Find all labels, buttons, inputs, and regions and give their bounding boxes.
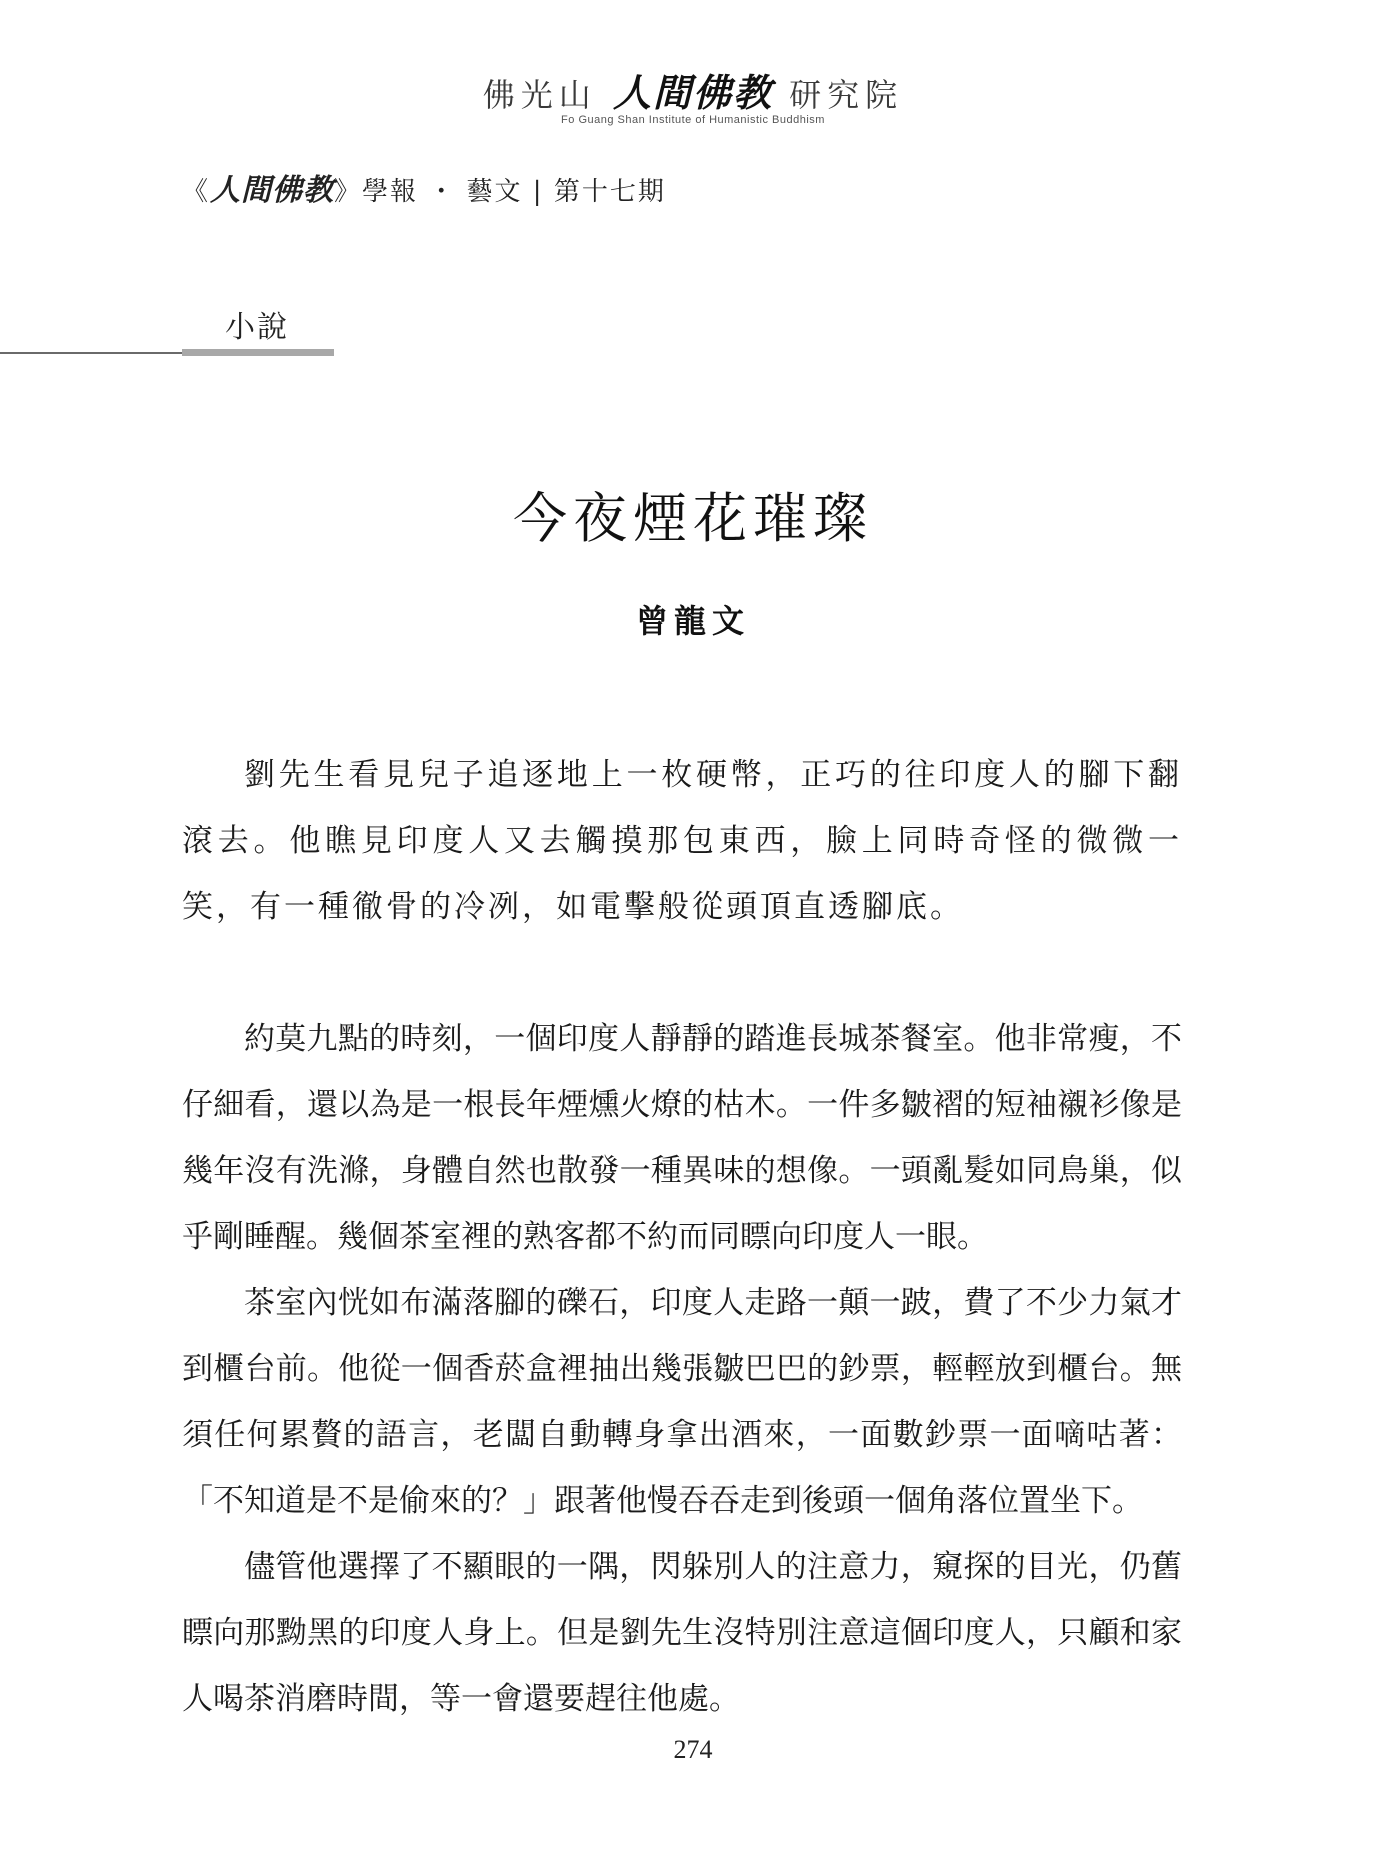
journal-logo-text: 人間佛教 [210,173,335,208]
brand-logo-text: 人間佛教 [612,70,773,115]
journal-running-head [182,165,666,209]
brand-prefix: 佛光山 [482,76,597,114]
author-name: 曾龍文 [635,602,750,640]
story-body [182,742,1182,1732]
institute-english-name: Fo Guang Shan Institute of Humanistic Buddhism [561,114,825,126]
page-number: 274 [673,1735,713,1764]
journal-issue-text: 》學報 ・ 藝文 | 第十七期 [334,177,666,207]
journal-open-bracket: 《 [182,177,211,207]
paragraph-2: 約莫九點的時刻，一個印度人靜靜的踏進長城茶餐室。他非常瘦，不仔細看，還以為是一根長年煙燻火燎的枯木。一件多皺褶的短袖襯衫像是幾年沒有洗滌，身體自然也散發一種異味的想像。一頭亂髮如同鳥巢，似乎剛睡醒。幾個茶室裡的熟客都不約而同瞟向印度人一眼。 [182,1021,1182,1255]
paragraph-4: 儘管他選擇了不顯眼的一隅，閃躲別人的注意力，窺探的目光，仍舊瞟向那黝黑的印度人身上。但是劉先生沒特別注意這個印度人，只顧和家人喝茶消磨時間，等一會還要趕往他處。 [182,1549,1182,1717]
paragraph-3: 茶室內恍如布滿落腳的礫石，印度人走路一顛一跛，費了不少力氣才到櫃台前。他從一個香菸盒裡抽出幾張皺巴巴的鈔票，輕輕放到櫃台。無須任何累贅的語言，老闆自動轉身拿出酒來，一面數鈔票一面嘀咕著：「不知道是不是偷來的？」跟著他慢吞吞走到後頭一個角落位置坐下。 [182,1285,1182,1519]
story-title: 今夜煙花璀璨 [513,487,873,550]
section-rule-thick [182,349,334,356]
institute-brand [0,62,1386,117]
section-rule-thin [0,352,182,354]
paragraph-1: 劉先生看見兒子追逐地上一枚硬幣，正巧的往印度人的腳下翻滾去。他瞧見印度人又去觸摸那包東西，臉上同時奇怪的微微一笑，有一種徹骨的冷冽，如電擊般從頭頂直透腳底。 [182,757,1182,925]
brand-suffix: 研究院 [789,76,904,114]
section-label: 小說 [225,310,289,345]
